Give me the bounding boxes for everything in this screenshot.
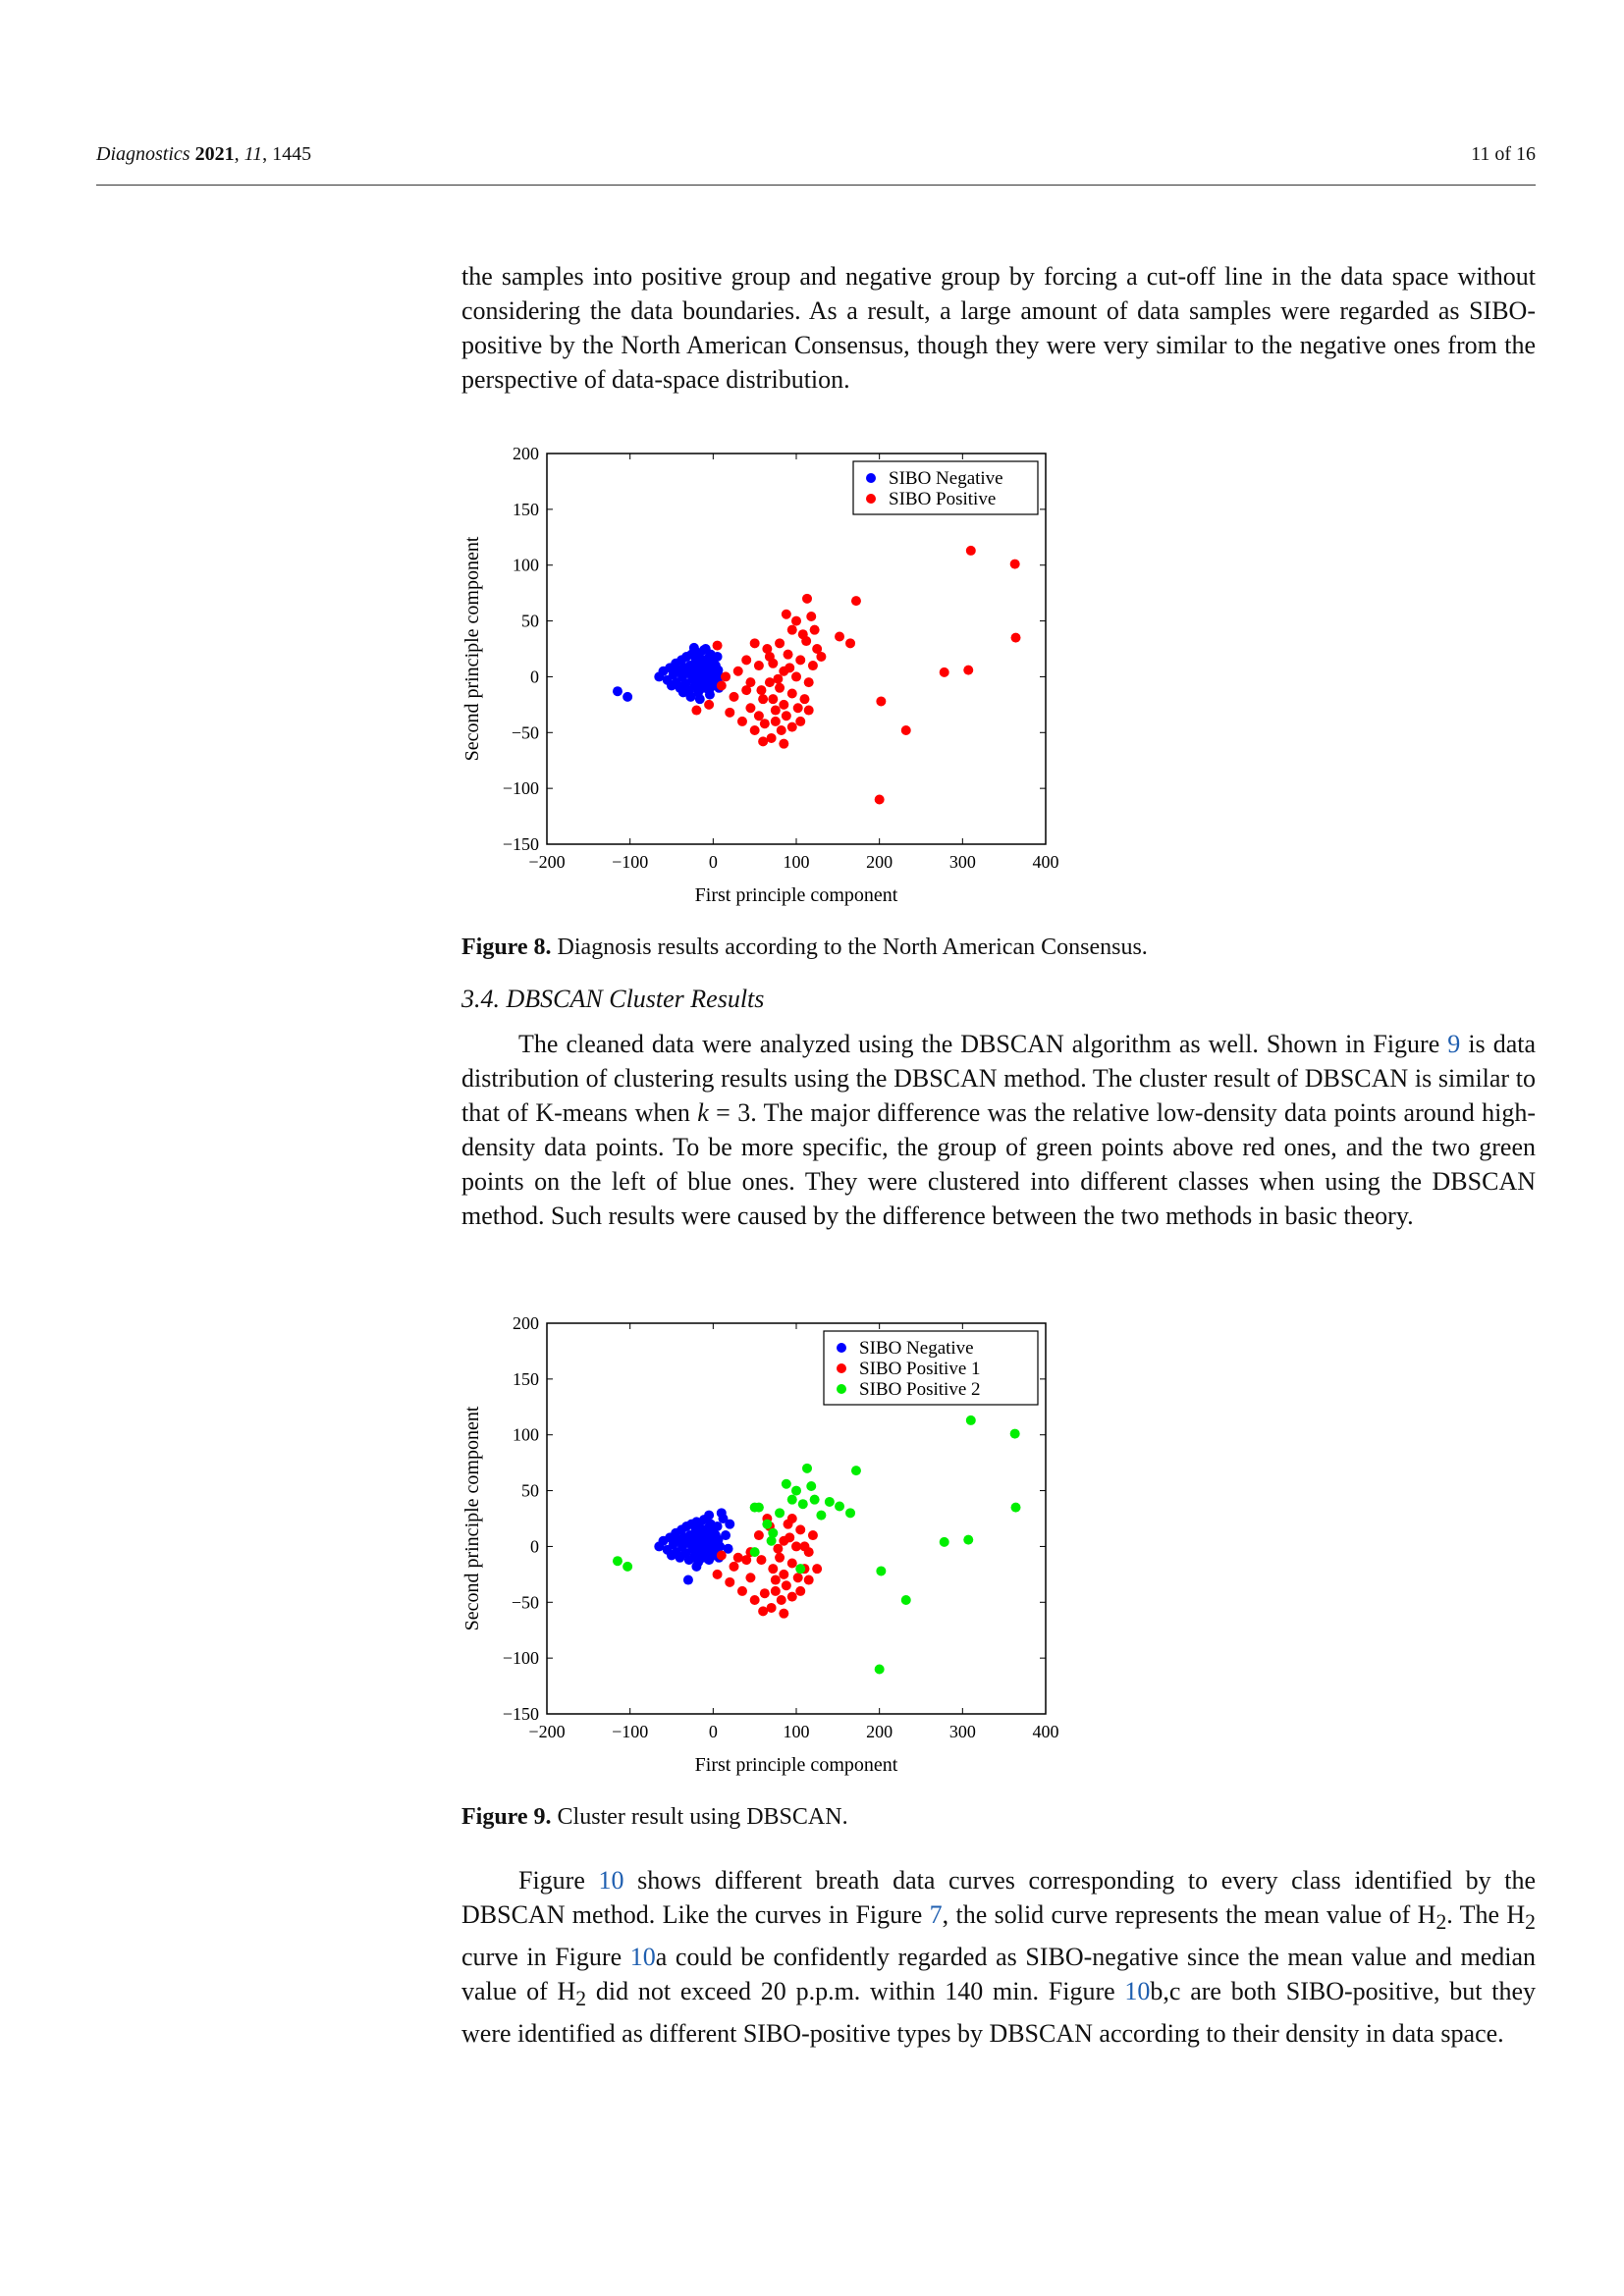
data-point-sibo-positive-1 (745, 1573, 755, 1582)
paragraph-3-text-5: curve in Figure (461, 1943, 630, 1972)
data-point-sibo-positive-2 (750, 1547, 760, 1557)
k-variable: k (697, 1098, 709, 1127)
data-point-sibo-positive-2 (762, 1520, 772, 1529)
data-point-sibo-positive (760, 719, 770, 728)
journal-volume: 11 (244, 143, 263, 165)
x-tick-label: 0 (708, 1722, 718, 1741)
data-point-sibo-positive-1 (793, 1573, 803, 1582)
data-point-sibo-positive (816, 652, 826, 662)
data-point-sibo-positive-1 (777, 1595, 786, 1605)
legend-entry: SIBO Positive 2 (859, 1379, 981, 1400)
figure-8-scatter (442, 432, 1080, 923)
figure-9-scatter (442, 1302, 1080, 1792)
data-point-sibo-positive-1 (741, 1555, 751, 1565)
data-point-sibo-positive-2 (613, 1556, 623, 1566)
x-tick-label: −100 (612, 852, 649, 872)
figure-9-label: Figure 9. (461, 1804, 552, 1830)
legend-marker (866, 473, 876, 483)
x-tick-label: 400 (1032, 852, 1059, 872)
x-tick-label: 300 (948, 1722, 976, 1741)
h2-subscript: 2 (1435, 1910, 1447, 1935)
data-point-sibo-positive (775, 683, 785, 693)
data-point-sibo-positive-2 (966, 1415, 976, 1425)
data-point-sibo-positive-2 (1011, 1503, 1021, 1513)
data-point-sibo-positive (808, 661, 818, 670)
data-point-sibo-positive-1 (725, 1577, 734, 1587)
data-point-sibo-positive-1 (773, 1544, 783, 1554)
data-point-sibo-positive (758, 694, 768, 704)
y-tick-label: 150 (513, 499, 539, 519)
data-point-sibo-positive-2 (940, 1537, 949, 1547)
data-point-sibo-positive-2 (901, 1595, 911, 1605)
data-point-sibo-positive-2 (876, 1566, 886, 1575)
legend-entry: SIBO Negative (889, 468, 1003, 489)
data-point-sibo-positive (799, 694, 809, 704)
data-point-sibo-positive-1 (754, 1530, 764, 1540)
data-point-sibo-positive-1 (737, 1586, 747, 1596)
data-point-sibo-positive (787, 722, 797, 732)
data-point-sibo-positive-2 (798, 1499, 808, 1509)
x-tick-label: 300 (948, 852, 976, 872)
paragraph-3-text-1: Figure (518, 1866, 599, 1895)
data-point-sibo-positive-2 (806, 1481, 816, 1491)
data-point-sibo-negative (623, 692, 632, 702)
data-point-sibo-negative (685, 692, 695, 702)
data-point-sibo-positive (785, 663, 794, 672)
y-tick-label: 0 (530, 1536, 539, 1557)
figure-10a-ref[interactable]: 10 (629, 1943, 656, 1972)
data-point-sibo-positive-1 (785, 1532, 794, 1542)
figure-9-ref[interactable]: 9 (1447, 1030, 1461, 1058)
data-point-sibo-positive (779, 700, 788, 710)
data-point-sibo-positive (725, 708, 734, 718)
data-point-sibo-positive-2 (1010, 1429, 1020, 1439)
data-point-sibo-positive (733, 667, 743, 676)
legend-marker (837, 1384, 846, 1394)
data-point-sibo-positive-1 (779, 1609, 788, 1619)
x-tick-label: 0 (708, 852, 718, 872)
x-tick-label: −100 (612, 1722, 649, 1741)
data-point-sibo-positive (765, 652, 775, 662)
data-point-sibo-positive-1 (795, 1586, 805, 1596)
x-axis-label: First principle component (694, 884, 898, 906)
data-point-sibo-positive (771, 717, 781, 726)
data-point-sibo-positive-2 (775, 1508, 785, 1518)
data-point-sibo-positive (795, 655, 805, 665)
data-point-sibo-positive-1 (787, 1558, 797, 1568)
journal-year: 2021 (194, 143, 235, 165)
data-point-sibo-positive (768, 694, 778, 704)
paragraph-2-text-2: is data distribution of clustering results using the DBSCAN method. The cluster result of DBSCAN is similar to that of K-means when (461, 1030, 1536, 1127)
data-point-sibo-positive-1 (750, 1595, 760, 1605)
page-header (96, 143, 1536, 186)
data-point-sibo-positive-1 (767, 1603, 777, 1613)
data-point-sibo-positive-2 (825, 1497, 835, 1507)
y-tick-label: 100 (513, 1424, 539, 1445)
data-point-sibo-positive-2 (816, 1511, 826, 1521)
figure-10-ref[interactable]: 10 (598, 1866, 624, 1895)
data-point-sibo-positive (745, 703, 755, 713)
legend-entry: SIBO Positive (889, 489, 997, 509)
data-point-sibo-negative (713, 1522, 723, 1531)
data-point-sibo-positive (773, 674, 783, 684)
data-point-sibo-positive-1 (779, 1570, 788, 1579)
data-point-sibo-negative (695, 694, 705, 704)
data-point-sibo-positive-2 (767, 1536, 777, 1546)
data-point-sibo-positive (721, 671, 731, 681)
data-point-sibo-positive (779, 739, 788, 749)
paragraph-2 (461, 1027, 1536, 1233)
data-point-sibo-positive (782, 610, 791, 619)
legend-entry: SIBO Negative (859, 1338, 974, 1359)
data-point-sibo-positive (745, 677, 755, 687)
data-point-sibo-positive (901, 725, 911, 735)
y-tick-label: 200 (513, 1313, 539, 1333)
x-tick-label: −200 (528, 852, 566, 872)
x-axis-label: First principle component (694, 1754, 898, 1776)
data-point-sibo-positive-1 (775, 1553, 785, 1563)
data-point-sibo-positive-1 (795, 1524, 805, 1534)
x-tick-label: 200 (866, 852, 893, 872)
y-tick-label: −100 (502, 1648, 539, 1669)
section-heading: 3.4. DBSCAN Cluster Results (461, 985, 765, 1013)
y-tick-label: 50 (521, 1480, 539, 1501)
data-point-sibo-positive (1011, 633, 1021, 643)
data-point-sibo-positive (876, 696, 886, 706)
data-point-sibo-negative (705, 690, 715, 700)
page-number: 11 of 16 (1471, 143, 1536, 165)
data-point-sibo-positive (806, 612, 816, 621)
figure-9-caption (461, 1804, 848, 1831)
data-point-sibo-positive (750, 638, 760, 648)
data-point-sibo-positive-1 (756, 1555, 766, 1565)
legend-entry: SIBO Positive 1 (859, 1359, 981, 1379)
data-point-sibo-positive-1 (804, 1575, 814, 1585)
x-tick-label: −200 (528, 1722, 566, 1741)
data-point-sibo-positive-2 (623, 1562, 632, 1572)
data-point-sibo-positive (787, 688, 797, 698)
figure-10bc-ref[interactable]: 10 (1124, 1977, 1151, 2006)
data-point-sibo-positive-2 (875, 1665, 885, 1675)
paragraph-3-text-2: shows different breath data curves corresponding to every class identified by the DBSCAN method. Like the curves in Figure (461, 1866, 1536, 1929)
y-tick-label: −50 (511, 722, 539, 743)
y-tick-label: 50 (521, 611, 539, 631)
data-point-sibo-positive-1 (760, 1588, 770, 1598)
data-point-sibo-positive-1 (787, 1514, 797, 1523)
data-point-sibo-positive-2 (845, 1508, 855, 1518)
data-point-sibo-positive (717, 681, 727, 691)
x-tick-label: 100 (783, 852, 810, 872)
figure-8-label: Figure 8. (461, 934, 552, 960)
x-tick-label: 400 (1032, 1722, 1059, 1741)
paragraph-3-text-8: b,c are both SIBO-positive, but they were identified as different SIBO-positive types by DBSCAN according to their density in data space. (461, 1977, 1536, 2049)
data-point-sibo-positive (730, 692, 739, 702)
data-point-sibo-positive-1 (733, 1553, 743, 1563)
data-point-sibo-positive (741, 655, 751, 665)
data-point-sibo-positive (704, 700, 714, 710)
y-tick-label: 200 (513, 444, 539, 463)
paragraph-3-text-3: , the solid curve represents the mean value of H (942, 1900, 1436, 1929)
paragraph-3 (461, 1863, 1536, 2051)
data-point-sibo-negative (725, 1520, 734, 1529)
data-point-sibo-positive (875, 795, 885, 805)
data-point-sibo-positive (810, 625, 820, 635)
data-point-sibo-positive (1010, 560, 1020, 569)
data-point-sibo-positive (777, 725, 786, 735)
data-point-sibo-positive (754, 661, 764, 670)
legend-marker (837, 1363, 846, 1373)
data-point-sibo-positive-1 (812, 1564, 822, 1574)
data-point-sibo-negative (721, 1530, 731, 1540)
data-point-sibo-negative (701, 644, 711, 654)
x-tick-label: 100 (783, 1722, 810, 1741)
data-point-sibo-positive (767, 733, 777, 743)
y-axis-label: Second principle component (461, 1406, 483, 1631)
data-point-sibo-positive-1 (799, 1541, 809, 1551)
legend-marker (866, 494, 876, 504)
data-point-sibo-positive (804, 706, 814, 716)
data-point-sibo-positive (771, 706, 781, 716)
data-point-sibo-positive (835, 631, 844, 641)
figure-8-caption-text: Diagnosis results according to the North American Consensus. (557, 934, 1148, 960)
data-point-sibo-positive (802, 594, 812, 604)
data-point-sibo-positive (940, 667, 949, 677)
data-point-sibo-positive (801, 636, 811, 646)
data-point-sibo-positive-2 (791, 1486, 801, 1496)
data-point-sibo-positive-1 (730, 1562, 739, 1572)
data-point-sibo-positive-2 (782, 1479, 791, 1489)
data-point-sibo-positive (963, 666, 973, 675)
data-point-sibo-positive-1 (717, 1551, 727, 1561)
data-point-sibo-positive-1 (808, 1530, 818, 1540)
h2-subscript: 2 (575, 1987, 587, 2011)
figure-7-ref[interactable]: 7 (929, 1900, 943, 1929)
legend-marker (837, 1343, 846, 1353)
y-tick-label: −150 (502, 834, 539, 854)
data-point-sibo-negative (689, 643, 699, 653)
paragraph-2-text-3: = 3. The major difference was the relative low-density data points around high-density data points. To be more specific, the group of green points above red ones, and the two green points on the left of blue ones. They were clustered into different classes when using the DBSCAN method. Such results were caused by the difference between the two methods in basic theory. (461, 1098, 1536, 1230)
data-point-sibo-positive (851, 596, 861, 606)
data-point-sibo-positive (793, 703, 803, 713)
data-point-sibo-negative (704, 1511, 714, 1521)
data-point-sibo-negative (683, 1575, 693, 1585)
data-point-sibo-positive-2 (802, 1464, 812, 1473)
data-point-sibo-positive-2 (795, 1564, 805, 1574)
data-point-sibo-positive-2 (810, 1495, 820, 1505)
data-point-sibo-negative (715, 1541, 725, 1551)
data-point-sibo-positive-1 (768, 1564, 778, 1574)
y-axis-label: Second principle component (461, 536, 483, 762)
data-point-sibo-positive (713, 641, 723, 651)
data-point-sibo-positive-1 (782, 1580, 791, 1590)
data-point-sibo-positive (787, 625, 797, 635)
data-point-sibo-positive (750, 725, 760, 735)
y-tick-label: 0 (530, 667, 539, 687)
data-point-sibo-positive (784, 650, 793, 660)
data-point-sibo-positive-2 (787, 1495, 797, 1505)
data-point-sibo-negative (713, 652, 723, 662)
data-point-sibo-negative (691, 1562, 701, 1572)
data-point-sibo-positive (795, 717, 805, 726)
journal-name: Diagnostics (96, 143, 190, 165)
y-tick-label: −100 (502, 778, 539, 799)
h2-subscript: 2 (1525, 1910, 1536, 1935)
data-point-sibo-positive (791, 616, 801, 626)
paragraph-3-text-7: did not exceed 20 p.p.m. within 140 min. Figure (586, 1977, 1125, 2006)
y-tick-label: 100 (513, 555, 539, 575)
data-point-sibo-negative (613, 686, 623, 696)
data-point-sibo-positive-2 (835, 1501, 844, 1511)
data-point-sibo-positive-2 (963, 1535, 973, 1545)
x-tick-label: 200 (866, 1722, 893, 1741)
data-point-sibo-positive (756, 685, 766, 695)
article-number: 1445 (272, 143, 312, 165)
data-point-sibo-positive (966, 546, 976, 556)
journal-citation: Diagnostics 2021, 11, 1445 (96, 143, 312, 165)
y-tick-label: −50 (511, 1592, 539, 1613)
y-tick-label: 150 (513, 1368, 539, 1389)
data-point-sibo-positive (691, 706, 701, 716)
paragraph-3-text-4: . The H (1446, 1900, 1526, 1929)
paragraph-3-text-6: a could be confidently regarded as SIBO-negative since the mean value and median value of H (461, 1943, 1537, 2006)
y-tick-label: −150 (502, 1704, 539, 1724)
data-point-sibo-positive-1 (713, 1570, 723, 1579)
data-point-sibo-positive (845, 638, 855, 648)
data-point-sibo-positive-1 (771, 1586, 781, 1596)
data-point-sibo-positive (791, 671, 801, 681)
paragraph-1: the samples into positive group and negative group by forcing a cut-off line in the data space without considering the data boundaries. As a result, a large amount of data samples were regarded as SIBO-positive by the North American Consensus, though they were very similar to the negative ones from the perspective of data-space distribution. (461, 262, 1536, 394)
data-point-sibo-negative (717, 1508, 727, 1518)
data-point-sibo-positive-1 (787, 1592, 797, 1602)
data-point-sibo-positive (737, 717, 747, 726)
data-point-sibo-positive (782, 711, 791, 721)
data-point-sibo-positive-2 (851, 1466, 861, 1475)
data-point-sibo-positive (804, 677, 814, 687)
data-point-sibo-positive (775, 638, 785, 648)
data-point-sibo-positive-1 (771, 1575, 781, 1585)
figure-8-caption (461, 934, 1148, 961)
figure-9-caption-text: Cluster result using DBSCAN. (557, 1804, 848, 1830)
data-point-sibo-positive-2 (750, 1503, 760, 1513)
paragraph-2-text-1: The cleaned data were analyzed using the DBSCAN algorithm as well. Shown in Figure (518, 1030, 1448, 1058)
data-point-sibo-positive (754, 711, 764, 721)
